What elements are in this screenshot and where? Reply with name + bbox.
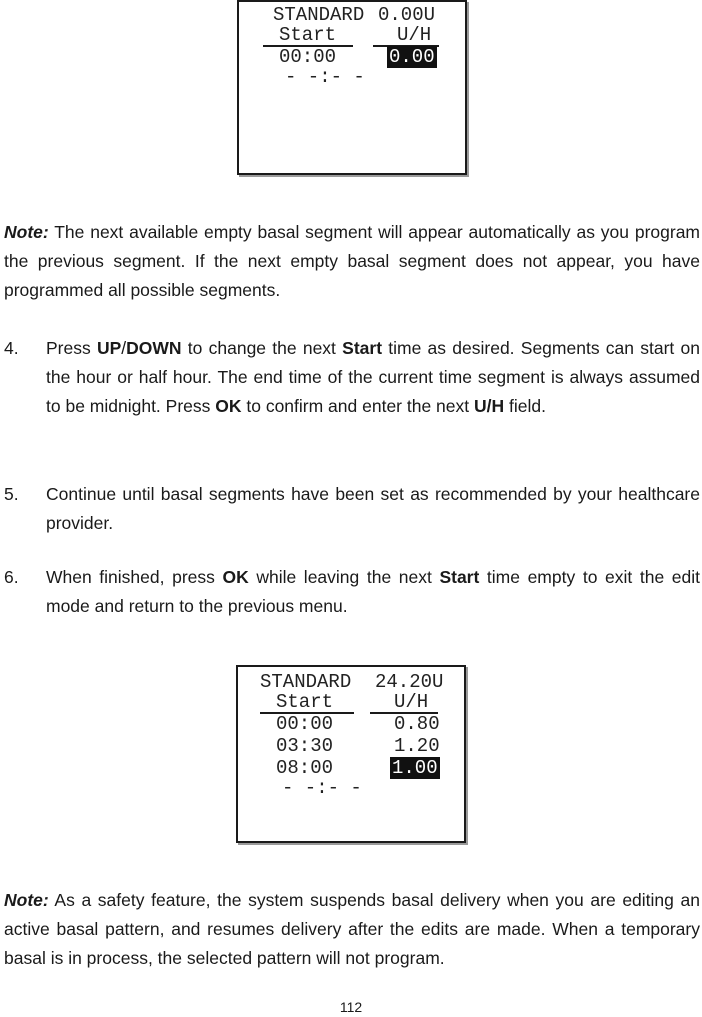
column-header-start: Start (276, 691, 334, 713)
pattern-name: STANDARD (260, 671, 352, 693)
segment-start-time: 08:00 (276, 757, 334, 779)
note-paragraph (4, 218, 700, 305)
pattern-total: 0.00U (378, 4, 436, 26)
column-header-start: Start (279, 24, 337, 46)
step-number: 6. (4, 567, 19, 587)
segment-rate-selected: 1.00 (392, 757, 438, 779)
step-number: 5. (4, 484, 19, 504)
pump-screen-basal-edit-1 (237, 0, 467, 175)
pattern-name: STANDARD (273, 4, 365, 26)
note-paragraph (4, 886, 700, 973)
pattern-total: 24.20U (375, 671, 444, 693)
step-text: Continue until basal segments have been set as recommended by your healthcare provider. (46, 484, 700, 533)
segment-rate-selected: 0.00 (389, 46, 435, 68)
column-header-rate: U/H (397, 24, 432, 46)
next-empty-start: - -:- - (282, 777, 362, 799)
step-text: When finished, press OK while leaving the next Start time empty to exit the edit mode and return to the previous menu. (46, 567, 700, 616)
step-text: Press UP/DOWN to change the next Start time as desired. Segments can start on the hour or half hour. The end time of the current time segment is always assumed to be midnight. Press OK to confirm and enter the next U/H field. (46, 338, 700, 416)
note-label: Note: (4, 222, 49, 242)
note-text: The next available empty basal segment will appear automatically as you program the previous segment. If the next empty basal segment does not appear, you have programmed all possible segments. (4, 222, 701, 300)
segment-start-time: 03:30 (276, 735, 334, 757)
column-header-rate: U/H (394, 691, 429, 713)
next-empty-start: - -:- - (285, 66, 365, 88)
pump-screen-basal-edit-2 (236, 665, 466, 843)
segment-start-time: 00:00 (279, 46, 337, 68)
segment-rate: 1.20 (394, 735, 440, 757)
segment-rate: 0.80 (394, 713, 440, 735)
step-number: 4. (4, 338, 19, 358)
segment-start-time: 00:00 (276, 713, 334, 735)
note-text: As a safety feature, the system suspends basal delivery when you are editing an active basal pattern, and resumes delivery after the edits are made. When a temporary basal is in process, the selected pattern will not program. (4, 890, 700, 968)
page-number: 112 (339, 999, 363, 1015)
note-label: Note: (4, 890, 49, 910)
